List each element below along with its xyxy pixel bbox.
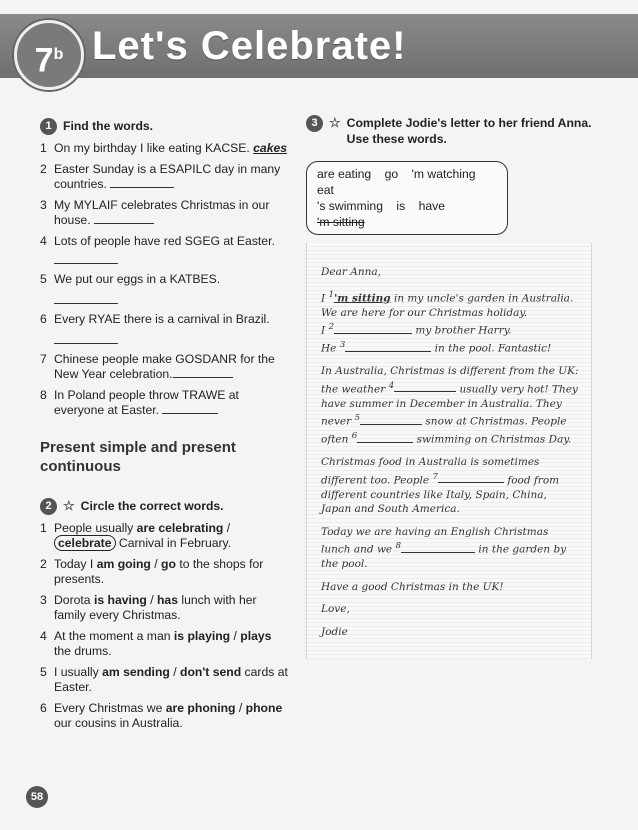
exercise-1-item: [40, 162, 288, 192]
item-number: 3: [40, 593, 47, 607]
item-text: On my birthday I like eating KACSE.: [54, 141, 250, 155]
item-text: Carnival in February.: [118, 536, 232, 550]
item-text: Chinese people make GOSDANR for the New Year celebration.: [54, 352, 275, 381]
item-text: our cousins in Australia.: [54, 716, 183, 730]
answer-blank[interactable]: [54, 293, 118, 304]
exercise-number: 3: [306, 115, 323, 132]
item-text: I usually: [54, 665, 99, 679]
option-2[interactable]: phone: [245, 701, 283, 715]
gap-number: 7: [432, 471, 438, 482]
item-text: Lots of people have red SGEG at Easter.: [54, 234, 275, 248]
word-option: have: [418, 199, 446, 213]
answer-blank[interactable]: [360, 415, 422, 425]
word-option: eat: [317, 183, 334, 197]
letter-text: Christmas food in Australia is sometimes different too. People: [321, 456, 540, 486]
item-number: 4: [40, 629, 47, 643]
answer-blank[interactable]: [401, 543, 475, 553]
star-icon: ☆: [329, 115, 341, 130]
example-answer: 'm sitting: [334, 292, 391, 304]
answer-blank[interactable]: [162, 403, 218, 414]
letter-text: in my uncle's garden in Australia. We are here for our Christmas holiday.: [321, 292, 574, 319]
word-option: is: [396, 199, 406, 213]
item-text: Every RYAE there is a carnival in Brazil.: [54, 312, 270, 326]
page-header: [0, 0, 638, 100]
exercise-1-item: [40, 234, 288, 249]
word-option: 's swimming: [317, 199, 383, 213]
option-2[interactable]: has: [156, 593, 178, 607]
word-option: are eating: [317, 167, 372, 181]
item-text: lunch with her family every Christmas.: [54, 593, 257, 622]
example-answer: cakes: [253, 141, 288, 155]
gap-number: 4: [388, 380, 395, 391]
item-text: Easter Sunday is a ESAPILC day in many countries.: [54, 162, 281, 191]
exercise-1-item: [40, 352, 288, 382]
answer-blank[interactable]: [94, 213, 154, 224]
word-option: 'm watching: [411, 167, 476, 181]
word-option-used: 'm sitting: [317, 215, 365, 229]
letter-text: In Australia, Christmas is different from the UK: the weather: [321, 365, 579, 395]
letter-text: my brother Harry.: [415, 324, 512, 337]
item-number: 1: [40, 141, 47, 155]
letter-text: in the pool. Fantastic!: [434, 342, 552, 355]
answer-blank[interactable]: [345, 342, 431, 352]
gap-number: 6: [351, 431, 358, 441]
item-text: the drums.: [54, 644, 112, 658]
exercise-1-item: [40, 272, 288, 287]
answer-blank[interactable]: [173, 367, 233, 378]
gap-number: 2: [328, 322, 335, 332]
option-2-circled[interactable]: celebrate: [54, 535, 116, 551]
exercise-title: Complete Jodie's letter to her friend Anna. Use these words.: [346, 116, 592, 146]
word-option: go: [384, 167, 399, 181]
section-heading: Present simple and present continuous: [40, 439, 236, 475]
item-number: 5: [40, 665, 47, 679]
exercise-1-heading: [40, 118, 288, 135]
item-text: People usually: [54, 521, 134, 535]
exercise-1-item: [40, 388, 288, 418]
item-number: 2: [40, 557, 47, 571]
letter-paragraph-2: [321, 364, 579, 447]
exercise-title: Circle the correct words.: [80, 499, 224, 513]
item-text: to the shops for presents.: [54, 557, 264, 586]
item-number: 4: [40, 234, 47, 248]
answer-blank[interactable]: [357, 433, 413, 443]
page-title: Let's Celebrate!: [92, 24, 407, 68]
gap-number: 5: [354, 413, 361, 423]
page-number: 58: [26, 786, 48, 808]
item-text: Today I: [54, 557, 94, 571]
option-1[interactable]: are phoning: [165, 701, 236, 715]
letter-paragraph-1: [321, 288, 579, 357]
answer-blank[interactable]: [438, 473, 504, 483]
exercise-1-item: [40, 312, 288, 327]
gap-number: 1: [328, 289, 335, 300]
option-1[interactable]: am going: [96, 557, 151, 571]
exercise-1-item: [40, 198, 288, 228]
answer-blank[interactable]: [54, 253, 118, 264]
letter-text: Today we are having an English Christmas lunch and we: [321, 525, 549, 556]
letter-signoff: Love,: [321, 603, 350, 615]
letter-text: He: [321, 342, 337, 355]
item-number: 1: [40, 521, 47, 535]
option-1[interactable]: is playing: [173, 629, 231, 643]
exercise-2-item: 1 People usually are celebrating / celebrate Carnival in February.: [40, 521, 232, 550]
exercise-2-item: 2 Today I am going / go to the shops for presents.: [40, 557, 264, 586]
answer-blank[interactable]: [334, 324, 412, 334]
item-number: 3: [40, 198, 47, 212]
option-2[interactable]: go: [161, 557, 176, 571]
item-text: At the moment a man: [54, 629, 171, 643]
item-text: In Poland people throw TRAWE at everyone at Easter.: [54, 388, 239, 417]
exercise-2-item: 5 I usually am sending / don't send cards at Easter.: [40, 665, 288, 694]
unit-badge: [14, 20, 84, 90]
item-text: cards at Easter.: [54, 665, 288, 694]
star-icon: ☆: [63, 498, 75, 513]
letter-text: swimming on Christmas Day.: [416, 433, 572, 446]
exercise-2-item: 4 At the moment a man is playing / plays the drums.: [40, 629, 272, 658]
exercise-3-heading: [306, 115, 592, 147]
exercise-1-item: [40, 141, 288, 156]
letter-signature: Jodie: [321, 625, 348, 638]
letter-text: food from different countries like Italy, Spain, China, Japan and South America.: [321, 474, 560, 515]
option-1[interactable]: are celebrating: [136, 521, 224, 535]
gap-number: 3: [339, 340, 346, 350]
option-1[interactable]: is having: [93, 593, 147, 607]
exercise-title: Find the words.: [63, 119, 154, 133]
answer-blank[interactable]: [54, 333, 118, 344]
exercise-2-item: 3 Dorota is having / has lunch with her family every Christmas.: [40, 593, 257, 622]
answer-blank[interactable]: [110, 177, 174, 188]
option-2[interactable]: plays: [240, 629, 272, 643]
item-number: 6: [40, 701, 47, 715]
option-2[interactable]: don't send: [180, 665, 242, 679]
item-text: We put our eggs in a KATBES.: [54, 272, 221, 286]
answer-blank[interactable]: [394, 382, 456, 392]
item-number: 5: [40, 272, 47, 286]
item-text: Every Christmas we: [54, 701, 163, 715]
exercise-2-heading: [40, 498, 288, 515]
option-1[interactable]: am sending: [102, 665, 170, 679]
gap-number: 8: [395, 541, 402, 551]
right-column: [306, 115, 592, 659]
item-number: 6: [40, 312, 47, 326]
unit-subletter: b: [53, 46, 64, 63]
letter-text: usually very hot! They have summer in December in Australia. They never: [321, 383, 578, 428]
letter-greeting: Dear Anna,: [321, 266, 381, 278]
exercise-2-item: 6 Every Christmas we are phoning / phone our cousins in Australia.: [40, 701, 283, 730]
item-number: 7: [40, 352, 47, 366]
exercise-number: 1: [40, 118, 57, 135]
left-column: [40, 118, 288, 737]
item-text: Dorota: [54, 593, 91, 607]
letter-text: in the garden by the pool.: [321, 543, 567, 570]
item-text: My MYLAIF celebrates Christmas in our house.: [54, 198, 270, 227]
item-number: 8: [40, 388, 47, 402]
item-number: 2: [40, 162, 47, 176]
letter-closing: Have a good Christmas in the UK!: [321, 580, 504, 593]
letter-text: I: [321, 292, 326, 304]
letter-paragraph-4: [321, 525, 579, 572]
letter-text: snow at Christmas. People often: [321, 415, 567, 446]
letter: [306, 243, 592, 659]
unit-number: 7: [34, 41, 54, 80]
exercise-number: 2: [40, 498, 57, 515]
letter-paragraph-3: [321, 455, 579, 517]
letter-text: I: [321, 324, 326, 337]
word-box: [306, 161, 508, 235]
